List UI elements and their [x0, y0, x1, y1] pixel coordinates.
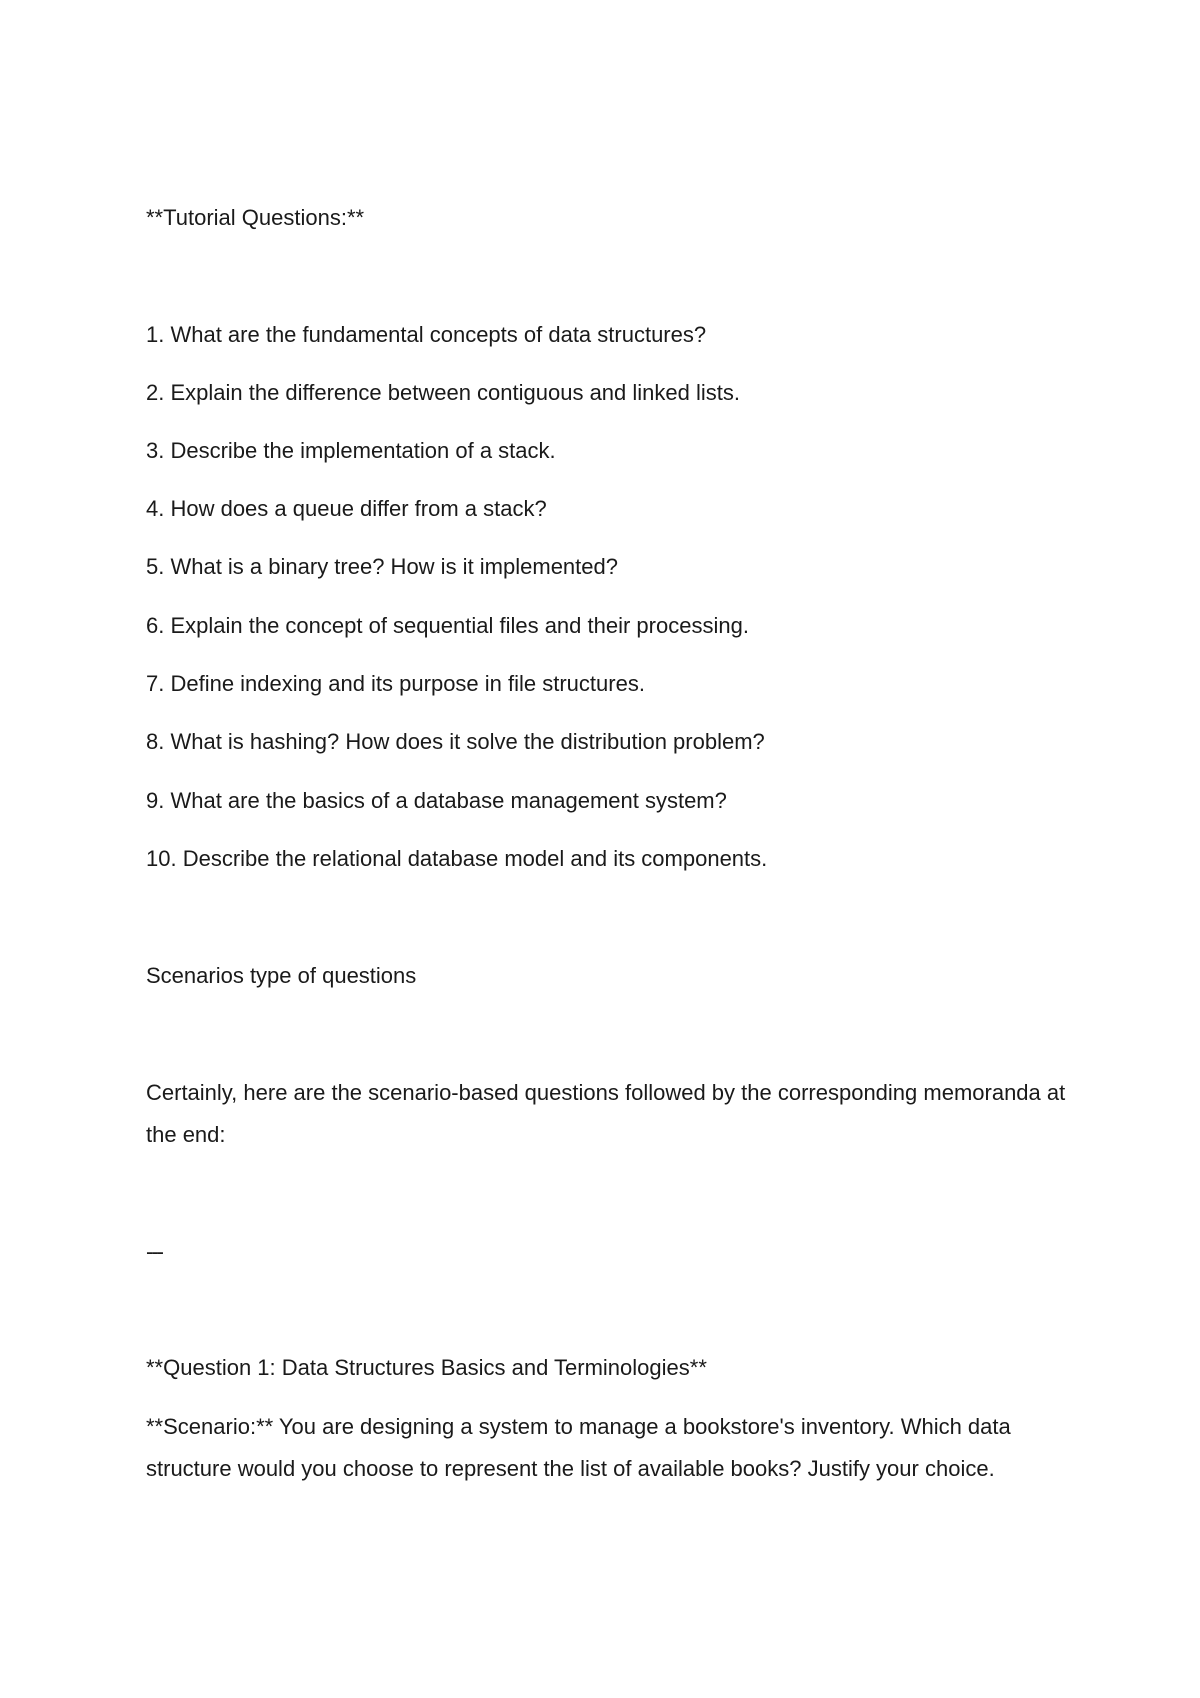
question-item-6: 6. Explain the concept of sequential files and their processing. — [146, 613, 749, 638]
separator: --- — [146, 1239, 162, 1264]
question-item-8: 8. What is hashing? How does it solve the distribution problem? — [146, 729, 765, 754]
section-title: Scenarios type of questions — [146, 963, 417, 988]
question-item-10: 10. Describe the relational database model and its components. — [146, 846, 768, 871]
question-item-9: 9. What are the basics of a database management system? — [146, 788, 727, 813]
question1-title: **Question 1: Data Structures Basics and Terminologies** — [146, 1355, 707, 1380]
question-item-4: 4. How does a queue differ from a stack? — [146, 496, 547, 521]
question-item-5: 5. What is a binary tree? How is it implemented? — [146, 554, 618, 579]
question-item-3: 3. Describe the implementation of a stack. — [146, 438, 556, 463]
question-item-7: 7. Define indexing and its purpose in file structures. — [146, 671, 645, 696]
question1-scenario: **Scenario:** You are designing a system to manage a bookstore's inventory. Which data structure would you choose to represent the list of available books? Justify your choice. — [146, 1414, 1011, 1481]
question-item-1: 1. What are the fundamental concepts of data structures? — [146, 322, 707, 347]
question-item-2: 2. Explain the difference between contiguous and linked lists. — [146, 380, 740, 405]
tutorial-heading: **Tutorial Questions:** — [146, 205, 365, 230]
intro-paragraph: Certainly, here are the scenario-based questions followed by the corresponding memoranda at the end: — [146, 1080, 1066, 1147]
